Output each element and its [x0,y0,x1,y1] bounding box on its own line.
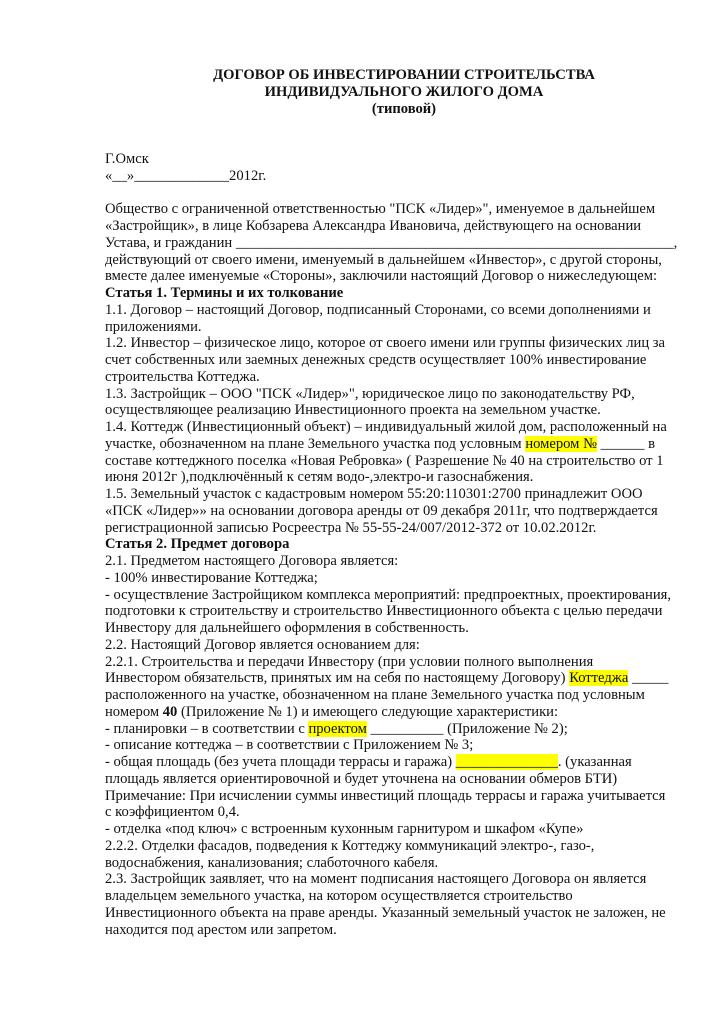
preamble-line: Устава, и гражданин ____________________________________________________________, [105,234,678,251]
document-title [133,67,675,118]
text-line: 1.1. Договор – настоящий Договор, подписанный Сторонами, со всеми дополнениями и [105,301,651,318]
text-line: находится под арестом или запретом. [105,921,337,938]
text-line [105,754,675,771]
text-line: Примечание: При исчислении суммы инвестиций площадь террасы и гаража учитывается [105,787,666,804]
text-line: 1.5. Земельный участок с кадастровым номером 55:20:110301:2700 принадлежит ООО [105,486,643,503]
text-line: расположенного на участке, обозначенном на плане Земельного участка под условным [105,687,645,704]
text-span: - планировки – в соответствии с [105,720,309,737]
text-line: осуществляющее реализацию Инвестиционного проекта на земельном участке. [105,402,601,419]
text-line: 1.3. Застройщик – ООО "ПСК «Лидер»", юридическое лицо по законодательству РФ, [105,385,635,402]
cottage-blank: _____ [628,670,669,687]
text-line: подготовки к строительству и строительство Инвестиционного объекта с целью передачи [105,603,663,620]
title-line-1: ДОГОВОР ОБ ИНВЕСТИРОВАНИИ СТРОИТЕЛЬСТВА [213,67,595,83]
preamble-line: «Застройщик», в лице Кобзарева Александра Ивановича, действующего на основании [105,218,642,235]
text-line: 1.4. Коттедж (Инвестиционный объект) – индивидуальный жилой дом, расположенный на [105,419,667,436]
text-span: участке, обозначенном на плане Земельного участка под условным [105,435,526,452]
preamble-line: вместе далее именуемые «Стороны», заключили настоящий Договор о нижеследующем: [105,268,658,285]
text-line: июня 2012г ),подключённый к сетям водо-,электро-и газоснабжения. [105,469,534,486]
article-2-heading: Статья 2. Предмет договора [105,536,290,553]
text-span: . (указанная [557,754,632,771]
highlighted-cottage: Коттеджа [569,670,629,687]
text-line: Инвестору для дальнейшего оформления в собственность. [105,620,469,637]
date-line: «__»_____________2012г. [105,167,267,184]
article-2 [105,536,675,938]
city: Г.Омск [105,151,149,168]
text-line: составе коттеджного поселка «Новая Ребровка» ( Разрешение № 40 на строительство от 1 [105,452,664,469]
text-span: (Приложение № 1) и имеющего следующие характеристики: [177,703,559,720]
text-line: - отделка «под ключ» с встроенным кухонным гарнитуром и шкафом «Купе» [105,821,584,838]
text-span: номером [105,703,163,720]
text-line: регистрационной записью Росреестра № 55-55-24/007/2012-372 от 10.02.2012г. [105,519,597,536]
title-subtitle: (типовой) [371,100,437,117]
text-line: «ПСК «Лидер»» на основании договора аренды от 09 декабря 2011г, что подтверждается [105,502,658,519]
text-span: - общая площадь (без учета площади террасы и гаража) [105,754,456,771]
preamble-line: действующий от своего имени, именуемый в дальнейшем «Инвестор», с другой стороны, [105,251,662,268]
text-line: площадь является ориентировочной и будет уточнена на основании обмеров БТИ) [105,770,618,787]
contract-page [105,67,678,938]
text-line [105,670,675,687]
text-line: с коэффициентом 0,4. [105,804,240,821]
plot-number: 40 [162,703,178,720]
text-line: 1.2. Инвестор – физическое лицо, которое от своего имени или группы физических лиц за [105,335,666,352]
text-line: 2.2.2. Отделки фасадов, подведения к Коттеджу коммуникаций электро-, газо-, [105,837,595,854]
preamble-line: Общество с ограниченной ответственностью "ПСК «Лидер»", именуемое в дальнейшем [105,201,656,218]
text-line: строительства Коттеджа. [105,368,260,385]
preamble [105,201,678,285]
highlighted-area-blank: ______________ [455,754,558,771]
text-line: - осуществление Застройщиком комплекса мероприятий: предпроектных, проектирования, [105,586,671,603]
text-line: счет собственных или заемных денежных средств осуществляет 100% инвестирование [105,352,647,369]
text-line: приложениями. [105,318,202,335]
text-line: 2.2.1. Строительства и передачи Инвестору (при условии полного выполнения [105,653,594,670]
text-span: __________ (Приложение № 2); [366,720,568,737]
text-line: водоснабжения, канализования; слаботочного кабеля. [105,854,439,871]
highlighted-project: проектом [308,720,367,737]
title-line-2: ИНДИВИДУАЛЬНОГО ЖИЛОГО ДОМА [264,83,544,100]
text-line: 2.1. Предметом настоящего Договора является: [105,553,399,570]
text-line [105,721,675,738]
text-line [105,704,675,721]
text-line: - описание коттеджа – в соответствии с Приложением № 3; [105,737,474,754]
article-1-heading: Статья 1. Термины и их толкование [105,285,344,302]
article-1 [105,285,675,536]
text-line: Инвестиционного объекта на праве аренды. Указанный земельный участок не заложен, не [105,904,666,921]
highlighted-plot-number: номером № [525,435,597,452]
text-line: владельцем земельного участка, на котором осуществляется строительство [105,888,573,905]
text-line: 2.2. Настоящий Договор является основанием для: [105,636,420,653]
text-line [105,436,675,453]
plot-number-blank: ______ в [597,435,655,452]
text-span: Инвестором обязательств, принятых им на себя по настоящему Договору) [105,670,570,687]
text-line: 2.3. Застройщик заявляет, что на момент подписания настоящего Договора он является [105,871,647,888]
text-line: - 100% инвестирование Коттеджа; [105,569,318,586]
